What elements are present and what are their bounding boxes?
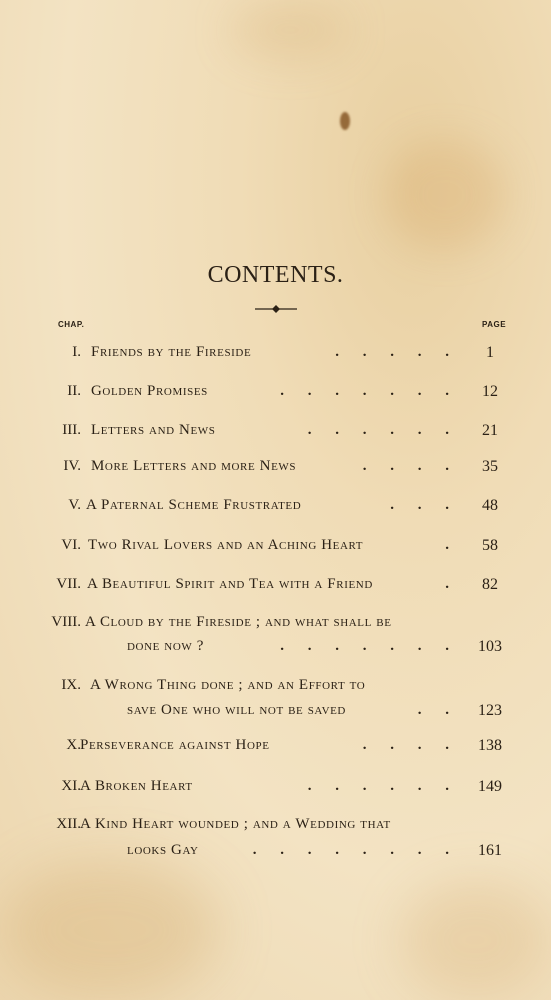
page-number: 138 [478,737,502,754]
page-number: 1 [486,344,494,361]
chapter-number: VI. [61,537,81,553]
toc-entry[interactable] [0,422,551,446]
leader-dots: . . . . . . . [280,383,459,399]
ornament-rule [253,304,299,314]
page-number: 82 [482,576,498,593]
toc-entry[interactable] [0,614,551,638]
chapter-title: A Cloud by the Fireside ; and what shall be [85,614,392,630]
chapter-number: X. [66,737,81,753]
chapter-title: More Letters and more News [91,458,297,474]
page-title: CONTENTS. [207,262,344,288]
chapter-number: II. [67,383,81,399]
toc-entry[interactable] [0,816,551,840]
leader-dots: . . [417,702,459,718]
chapter-title: Friends by the Fireside [91,344,252,360]
chapter-title: A Paternal Scheme Frustrated [86,497,302,513]
chapter-number: VII. [56,576,81,592]
ink-spot [340,112,350,130]
chapter-title: A Beautiful Spirit and Tea with a Friend [87,576,373,592]
page-number: 48 [482,497,498,514]
chapter-title: A Kind Heart wounded ; and a Wedding that [80,816,391,832]
leader-dots: . . . . . [335,344,459,360]
chapter-number: VIII. [51,614,81,630]
toc-entry[interactable] [0,383,551,407]
chapter-number: XI. [61,778,81,794]
chapter-number: XII. [56,816,81,832]
leader-dots: . [445,537,459,553]
toc-entry[interactable] [0,576,551,600]
chapter-title: Two Rival Lovers and an Aching Heart [88,537,364,553]
chapter-number: IX. [61,677,81,693]
toc-entry-continuation[interactable] [0,702,551,726]
paper-stain [385,140,505,250]
leader-dots: . . . . [362,458,459,474]
toc-entry-continuation[interactable] [0,842,551,866]
page-number: 161 [478,842,502,859]
page-number: 149 [478,778,502,795]
page-number: 21 [482,422,498,439]
toc-entry[interactable] [0,737,551,761]
toc-entry[interactable] [0,344,551,368]
toc-entry[interactable] [0,497,551,521]
chapter-title: A Broken Heart [80,778,193,794]
page-number: 58 [482,537,498,554]
chapter-title: A Wrong Thing done ; and an Effort to [90,677,366,693]
chapter-number: IV. [63,458,81,474]
chapter-number: I. [72,344,81,360]
chapter-title-continuation: looks Gay [127,842,199,858]
leader-dots: . . . . . . [307,778,459,794]
paper-stain [0,860,220,1000]
chapter-title: Perseverance against Hope [80,737,270,753]
chapter-number: V. [68,497,81,513]
column-header-page: PAGE [482,320,507,329]
leader-dots: . . . [390,497,459,513]
column-header-chapter: CHAP. [58,320,85,329]
leader-dots: . . . . . . . . [252,842,459,858]
leader-dots: . . . . . . . [280,638,459,654]
toc-entry[interactable] [0,677,551,701]
chapter-title: Letters and News [91,422,216,438]
toc-entry[interactable] [0,778,551,802]
paper-stain [400,880,550,1000]
toc-entry[interactable] [0,458,551,482]
toc-entry-continuation[interactable] [0,638,551,662]
paper-stain [230,0,350,60]
page-number: 12 [482,383,498,400]
leader-dots: . [445,576,459,592]
chapter-title: Golden Promises [91,383,208,399]
page-number: 103 [478,638,502,655]
chapter-number: III. [62,422,81,438]
leader-dots: . . . . . . [307,422,459,438]
chapter-title-continuation: done now ? [127,638,204,654]
toc-entry[interactable] [0,537,551,561]
chapter-title-continuation: save One who will not be saved [127,702,346,718]
page-number: 35 [482,458,498,475]
page-number: 123 [478,702,502,719]
leader-dots: . . . . [362,737,459,753]
